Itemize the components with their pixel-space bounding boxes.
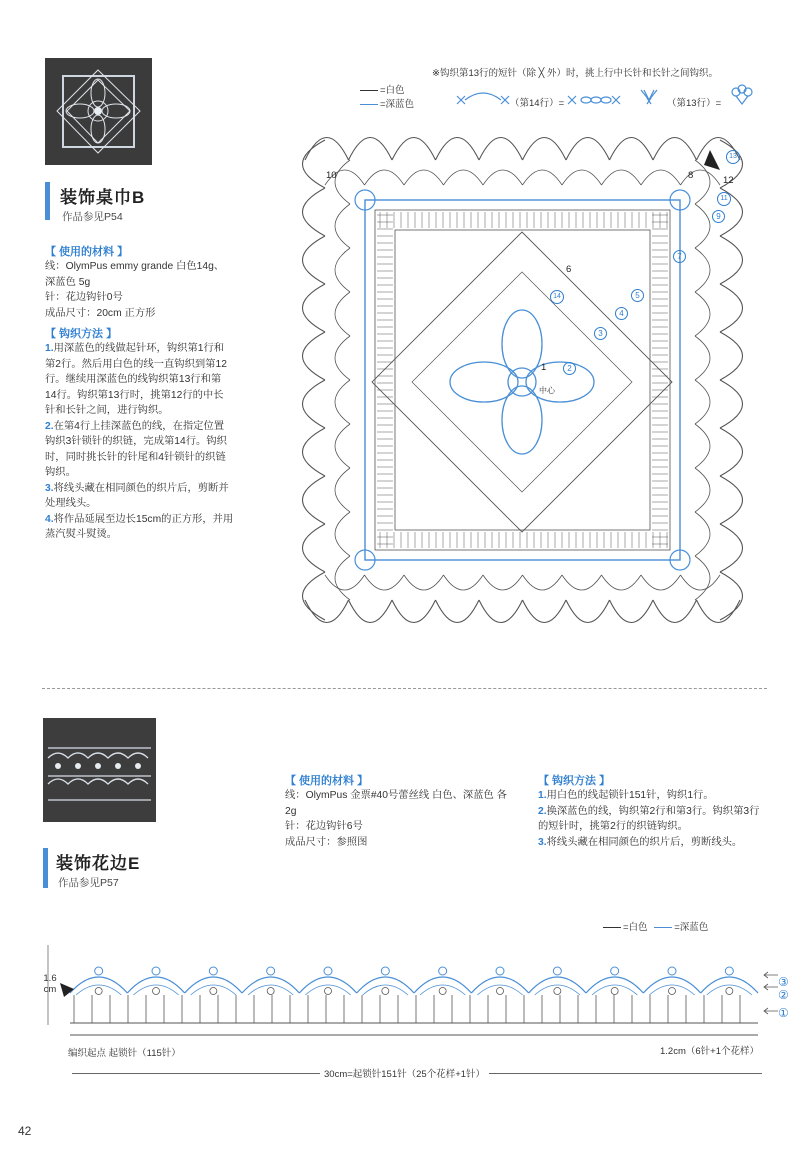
step-line: 14行。钩织第13行时，挑第12行的中长: [45, 389, 224, 401]
row-number-13: 13: [726, 150, 740, 164]
inner-arc: [335, 424, 350, 468]
dark-ring: [267, 988, 274, 995]
edging-e-title-bar: [43, 848, 48, 888]
inner-arc: [335, 292, 350, 336]
dark-ring: [726, 988, 733, 995]
edging-e-photo: [43, 718, 156, 822]
step-number: 3.: [538, 836, 547, 848]
center-label: 中心: [539, 386, 555, 395]
scallop-arc: [436, 138, 480, 161]
inner-arc: [444, 575, 484, 590]
blue-inner-arc: [305, 985, 350, 995]
row-marker-2: ②: [778, 988, 789, 1002]
row-number-2: 2: [563, 362, 576, 375]
dark-ring: [611, 988, 618, 995]
picot: [611, 967, 619, 975]
inner-arc: [335, 556, 350, 600]
inner-arc: [695, 292, 710, 336]
inner-arc: [325, 575, 365, 590]
step-line: 处理线头。: [45, 498, 97, 509]
diamond-inner: [412, 272, 632, 492]
dark-ring: [95, 988, 102, 995]
materials-line: 2g: [285, 805, 297, 817]
doily-b-title: 装饰桌巾B: [60, 188, 146, 207]
scallop-arc: [303, 428, 326, 476]
step-line: 时，同时挑长针的针尾和4针锁针的织链: [45, 451, 226, 463]
step-line: 的短针时，挑第2行的织链钩织。: [538, 821, 688, 832]
step-line: 将作品延展至边长15cm的正方形，并用: [53, 513, 234, 525]
scallop-arc: [303, 236, 326, 284]
materials-line: 线：OlymPus emmy grande 白色14g、: [45, 261, 225, 272]
inner-arc: [404, 170, 444, 185]
repeat-label: 1.2cm（6针+1个花样）: [660, 1046, 759, 1057]
blue-inner-arc: [191, 985, 236, 995]
dark-ring: [325, 988, 332, 995]
row-number-4: 4: [615, 307, 628, 320]
dark-ring: [210, 988, 217, 995]
inner-arc: [695, 248, 710, 292]
step-line: 蒸汽熨斗熨烫。: [45, 529, 118, 540]
step-line: 将线头藏在相同颜色的织片后，剪断线头。: [546, 836, 743, 848]
materials-line: 成品尺寸：20cm 正方形: [45, 307, 156, 319]
inner-arc: [335, 204, 350, 248]
scallop-arc: [303, 188, 326, 236]
edging-e-method-head: 【 钩织方法 】: [538, 775, 611, 787]
row-number-9: 9: [712, 210, 725, 223]
edging-e-steps: [538, 788, 778, 850]
row-arrow: [764, 984, 778, 990]
blue-inner-arc: [248, 985, 293, 995]
height-label: 1.6 cm: [43, 973, 57, 995]
scallop-arc: [566, 138, 610, 161]
inner-arc: [602, 170, 642, 185]
inner-arc: [695, 160, 710, 204]
start-marker: [60, 983, 74, 997]
inner-arc: [365, 170, 405, 185]
diamond: [372, 232, 672, 532]
step-line: 钩织3针锁针的织链，完成第14行。钩织: [45, 436, 227, 447]
row14-symbol-equivalent: [566, 88, 626, 110]
dark-ring: [439, 988, 446, 995]
page-number: 42: [18, 1124, 32, 1138]
row-number-14: 14: [550, 290, 564, 304]
blue-inner-arc: [363, 985, 408, 995]
inner-arc: [695, 424, 710, 468]
inner-arc: [641, 575, 681, 590]
doily-b-note: ※钩织第13行的短针（除 ╳ 外）时，挑上行中长针和长针之间钩织。: [432, 68, 719, 79]
scallop-arc: [720, 380, 743, 428]
start-label: 编织起点 起锁针（115针）: [68, 1048, 181, 1059]
scallop-arc: [720, 284, 743, 332]
width-label: 30cm=起锁针151针（25个花样+1针）: [320, 1066, 489, 1080]
step-line: 用深蓝色的线做起针环，钩织第1行和: [53, 343, 225, 354]
inner-arc: [695, 468, 710, 512]
picot: [668, 967, 676, 975]
scallop-arc: [566, 600, 610, 623]
scallop-arc: [523, 600, 567, 623]
blue-inner-arc: [592, 985, 637, 995]
doily-b-materials-head: 【 使用的材料 】: [45, 246, 129, 258]
dark-ring: [153, 988, 160, 995]
scallop-arc: [303, 476, 326, 524]
row-number-11: 11: [717, 192, 731, 206]
dark-ring: [382, 988, 389, 995]
row-number-8: 8: [688, 170, 694, 181]
step-number: 2.: [538, 805, 547, 817]
edging-e-title: 装饰花边E: [56, 854, 141, 873]
center-ring: [508, 368, 536, 396]
doily-b-method-head: 【 钩织方法 】: [45, 328, 118, 340]
scallop-arc: [303, 380, 326, 428]
inner-arc: [483, 575, 523, 590]
inner-arc: [641, 170, 681, 185]
picot: [95, 967, 103, 975]
inner-arc: [483, 170, 523, 185]
edging-e-legend: [603, 919, 708, 933]
picot: [381, 967, 389, 975]
scallop-arc: [720, 428, 743, 476]
inner-arc: [681, 575, 721, 590]
materials-line: 深蓝色 5g: [45, 276, 91, 288]
blue-inner-arc: [649, 985, 694, 995]
row13-symbol: [638, 86, 660, 108]
scallop-arc: [479, 600, 523, 623]
blue-inner-arc: [535, 985, 580, 995]
scallop-arc: [303, 140, 326, 188]
step-line: 针和长针之间，进行钩织。: [45, 405, 169, 416]
inner-arc: [695, 380, 710, 424]
start-marker: [704, 150, 720, 170]
doily-b-title-bar: [45, 182, 50, 220]
picot: [496, 967, 504, 975]
step-number: 2.: [45, 420, 54, 432]
row-number-7: 7: [673, 250, 686, 263]
row-number-12: 12: [723, 175, 734, 186]
dark-ring: [669, 988, 676, 995]
inner-arc: [695, 556, 710, 600]
inner-arc: [695, 512, 710, 556]
picot: [439, 967, 447, 975]
inner-arc: [404, 575, 444, 590]
scallop-arc: [436, 600, 480, 623]
inner-arc: [335, 468, 350, 512]
scallop-arc: [720, 476, 743, 524]
row-marker-3: ③: [778, 975, 789, 989]
blue-inner-arc: [707, 985, 752, 995]
inner-arc: [562, 170, 602, 185]
picot: [553, 967, 561, 975]
row13-symbol-equivalent: [728, 84, 756, 108]
step-line: 在第4行上挂深蓝色的线，在指定位置: [53, 420, 225, 432]
row-number-6: 6: [566, 264, 572, 275]
legend-white: =白色: [623, 922, 648, 933]
row-marker-1: ①: [778, 1006, 789, 1020]
step-line: 行。继续用深蓝色的线钩织第13行和第: [45, 374, 222, 385]
scallop-arc: [303, 332, 326, 380]
legend-blue: =深蓝色: [380, 99, 415, 110]
doily-b-photo: [45, 58, 152, 165]
scallop-arc: [720, 524, 743, 572]
dark-ring: [497, 988, 504, 995]
step-number: 3.: [45, 482, 54, 494]
scallop-arc: [303, 284, 326, 332]
row14-symbol: [455, 88, 515, 110]
row13-label: （第13行）=: [667, 98, 722, 109]
step-line: 将线头藏在相同颜色的织片后，剪断并: [53, 482, 229, 494]
inner-arc: [523, 575, 563, 590]
picot: [209, 967, 217, 975]
blue-inner-arc: [133, 985, 178, 995]
scallop-arc: [720, 572, 743, 620]
scallop-arc: [653, 600, 697, 623]
section-separator: [42, 688, 767, 689]
inner-arc: [695, 204, 710, 248]
doily-b-ref: 作品参见P54: [62, 211, 123, 223]
step-line: 钩织。: [45, 467, 76, 478]
step-line: 换深蓝色的线，钩织第2行和第3行。钩织第3行: [546, 805, 760, 817]
doily-b-steps: [45, 341, 275, 543]
scallop-arc: [349, 600, 393, 623]
materials-line: 针：花边钩针6号: [285, 821, 363, 832]
scallop-arc: [392, 138, 436, 161]
step-line: 第2行。然后用白色的线一直钩织到第12: [45, 358, 227, 370]
materials-line: 成品尺寸：参照图: [285, 836, 368, 848]
row-arrow: [764, 1008, 778, 1014]
row-number-10: 10: [326, 170, 337, 181]
doily-b-legend: [360, 84, 414, 112]
scallop-arc: [720, 236, 743, 284]
inner-arc: [681, 170, 721, 185]
scallop-arc: [303, 524, 326, 572]
step-number: 1.: [538, 790, 547, 801]
row14-label: （第14行）=: [510, 98, 565, 109]
scallop-arc: [523, 138, 567, 161]
inner-arc: [335, 248, 350, 292]
legend-white: =白色: [380, 85, 405, 96]
scallop-arc: [610, 138, 654, 161]
inner-arc: [335, 380, 350, 424]
blue-inner-arc: [477, 985, 522, 995]
row-arrow: [764, 972, 778, 978]
doily-b-chart: [285, 120, 760, 640]
row-number-5: 5: [631, 289, 644, 302]
materials-line: 线：OlymPus 金票#40号蕾丝线 白色、深蓝色 各: [285, 790, 507, 801]
blue-inner-arc: [420, 985, 465, 995]
materials-line: 针：花边钩针0号: [45, 292, 123, 303]
step-number: 1.: [45, 343, 54, 354]
inner-arc: [335, 336, 350, 380]
edging-e-materials-head: 【 使用的材料 】: [285, 775, 369, 787]
legend-blue: =深蓝色: [674, 922, 709, 933]
scallop-arc: [349, 138, 393, 161]
doily-b-materials: [45, 259, 265, 321]
inner-arc: [444, 170, 484, 185]
inner-arc: [523, 170, 563, 185]
row-number-1: 1: [541, 362, 547, 373]
inner-arc: [365, 575, 405, 590]
scallop-arc: [303, 572, 326, 620]
inner-frame: [375, 210, 670, 550]
inner-arc: [695, 336, 710, 380]
row-number-3: 3: [594, 327, 607, 340]
scallop-arc: [610, 600, 654, 623]
scallop-arc: [392, 600, 436, 623]
inner-arc: [562, 575, 602, 590]
scallop-arc: [720, 332, 743, 380]
inner-arc: [602, 575, 642, 590]
picot: [152, 967, 160, 975]
picot: [267, 967, 275, 975]
dark-ring: [554, 988, 561, 995]
picot: [725, 967, 733, 975]
inner-arc: [335, 512, 350, 556]
edging-e-ref: 作品参见P57: [58, 877, 119, 889]
blue-frame: [365, 200, 680, 560]
blue-inner-arc: [76, 985, 121, 995]
step-line: 用白色的线起锁针151针，钩织1行。: [546, 790, 714, 801]
step-number: 4.: [45, 513, 54, 525]
inner-arc: [335, 160, 350, 204]
picot: [324, 967, 332, 975]
scallop-arc: [653, 138, 697, 161]
inner-frame-2: [395, 230, 650, 530]
scallop-arc: [479, 138, 523, 161]
edging-e-materials: [285, 788, 530, 850]
